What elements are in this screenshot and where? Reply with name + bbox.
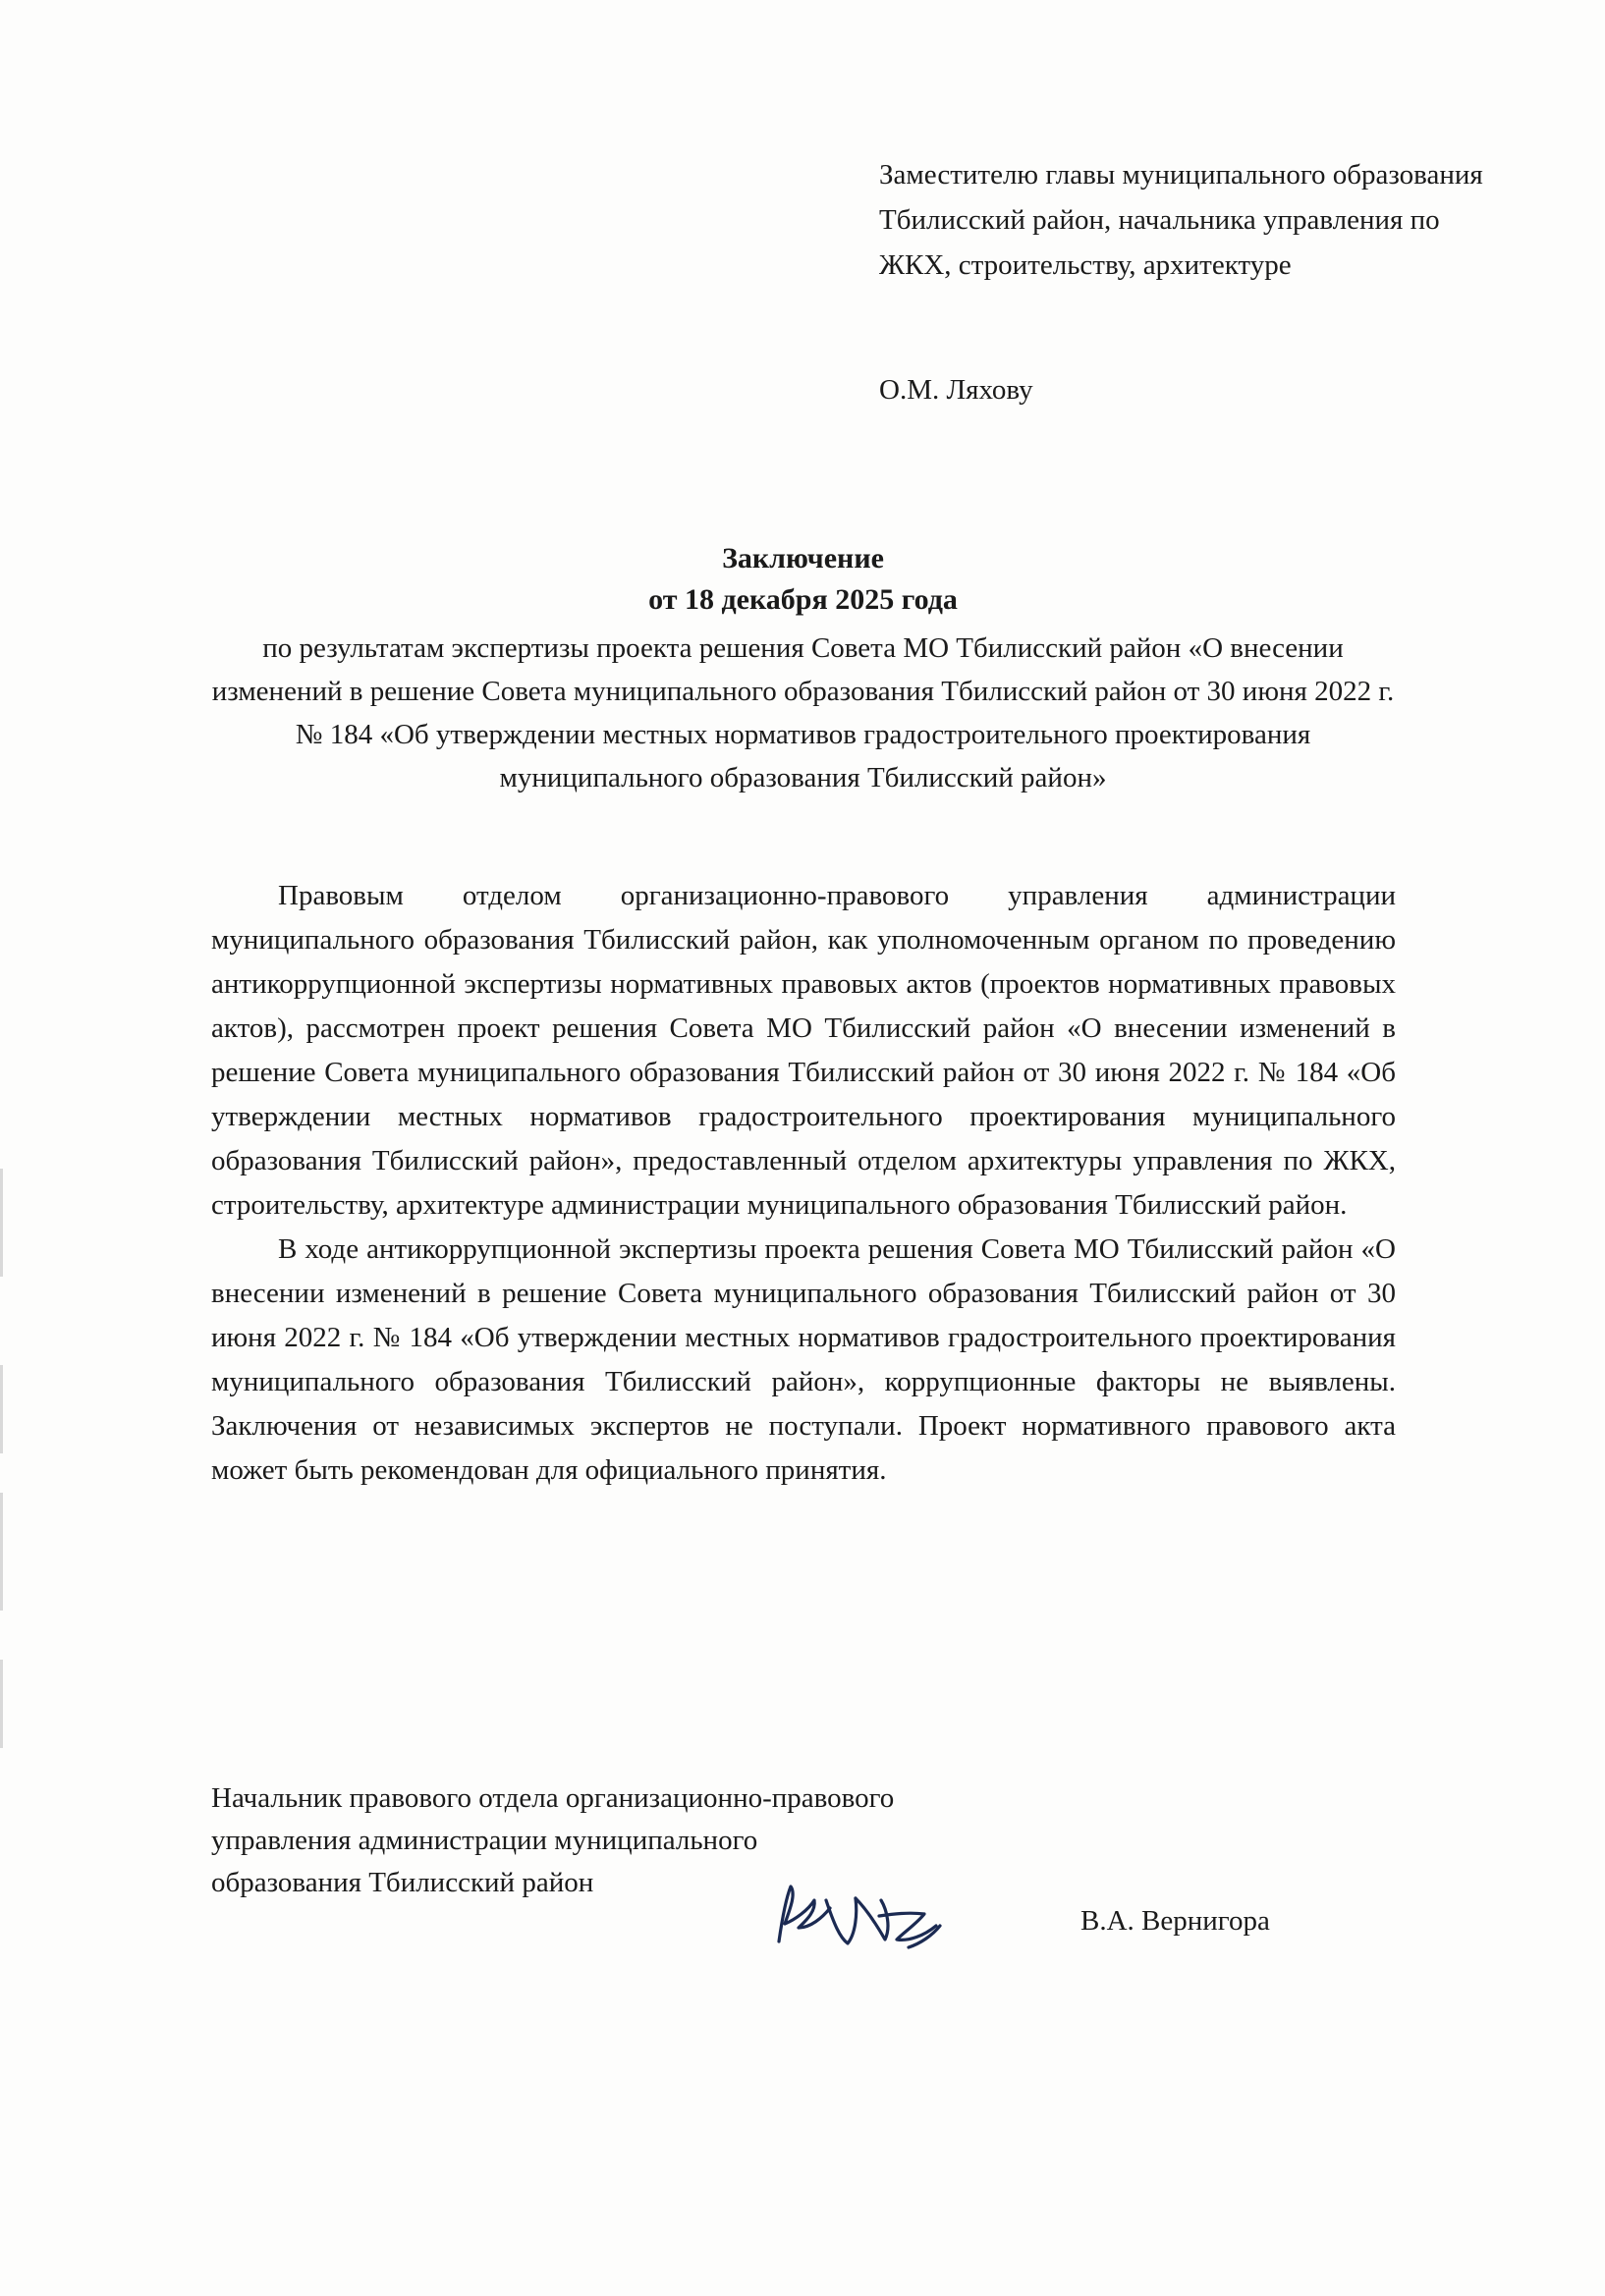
scan-edge-mark [0, 1493, 3, 1611]
document-date: от 18 декабря 2025 года [648, 583, 958, 616]
document-body [211, 874, 1396, 1493]
scan-edge-mark [0, 1365, 3, 1453]
addressee-block: Заместителю главы муниципального образования Тбилисский район, начальника управления по ЖКХ, строительству, архитектуре [879, 159, 1483, 281]
title-block [211, 538, 1395, 799]
document-title: Заключение [722, 542, 884, 574]
handwritten-signature-icon [761, 1871, 997, 1959]
signature-position: Начальник правового отдела организационно-правового управления администрации муниципального образования Тбилисский район [211, 1782, 895, 1898]
scan-edge-mark [0, 1169, 3, 1277]
document-subtitle: по результатам экспертизы проекта решения Совета МО Тбилисский район «О внесении изменений в решение Совета муниципального образования Тбилисский район от 30 июня 2022 г. № 184 «Об утверждении местных нормативов градостроительного проектирования муниципального образования Тбилисский район» [211, 632, 1395, 793]
scan-edge-mark [0, 1660, 3, 1748]
signer-name: В.А. Вернигора [1080, 1905, 1270, 1937]
addressee-name: О.М. Ляхову [879, 374, 1033, 406]
body-paragraph: В ходе антикоррупционной экспертизы проекта решения Совета МО Тбилисский район «О внесении изменений в решение Совета муниципального образования Тбилисский район от 30 июня 2022 г. № 184 «Об утверждении местных нормативов градостроительного проектирования муниципального образования Тбилисский район», коррупционные факторы не выявлены. Заключения от независимых экспертов не поступали. Проект нормативного правового акта может быть рекомендован для официального принятия. [211, 1233, 1396, 1486]
body-paragraph: Правовым отделом организационно-правового управления администрации муниципального образования Тбилисский район, как уполномоченным органом по проведению антикоррупционной экспертизы нормативных правовых актов (проектов нормативных правовых актов), рассмотрен проект решения Совета МО Тбилисский район «О внесении изменений в решение Совета муниципального образования Тбилисский район от 30 июня 2022 г. № 184 «Об утверждении местных нормативов градостроительного проектирования муниципального образования Тбилисский район», предоставленный отделом архитектуры управления по ЖКХ, строительству, архитектуре администрации муниципального образования Тбилисский район. [211, 880, 1396, 1221]
